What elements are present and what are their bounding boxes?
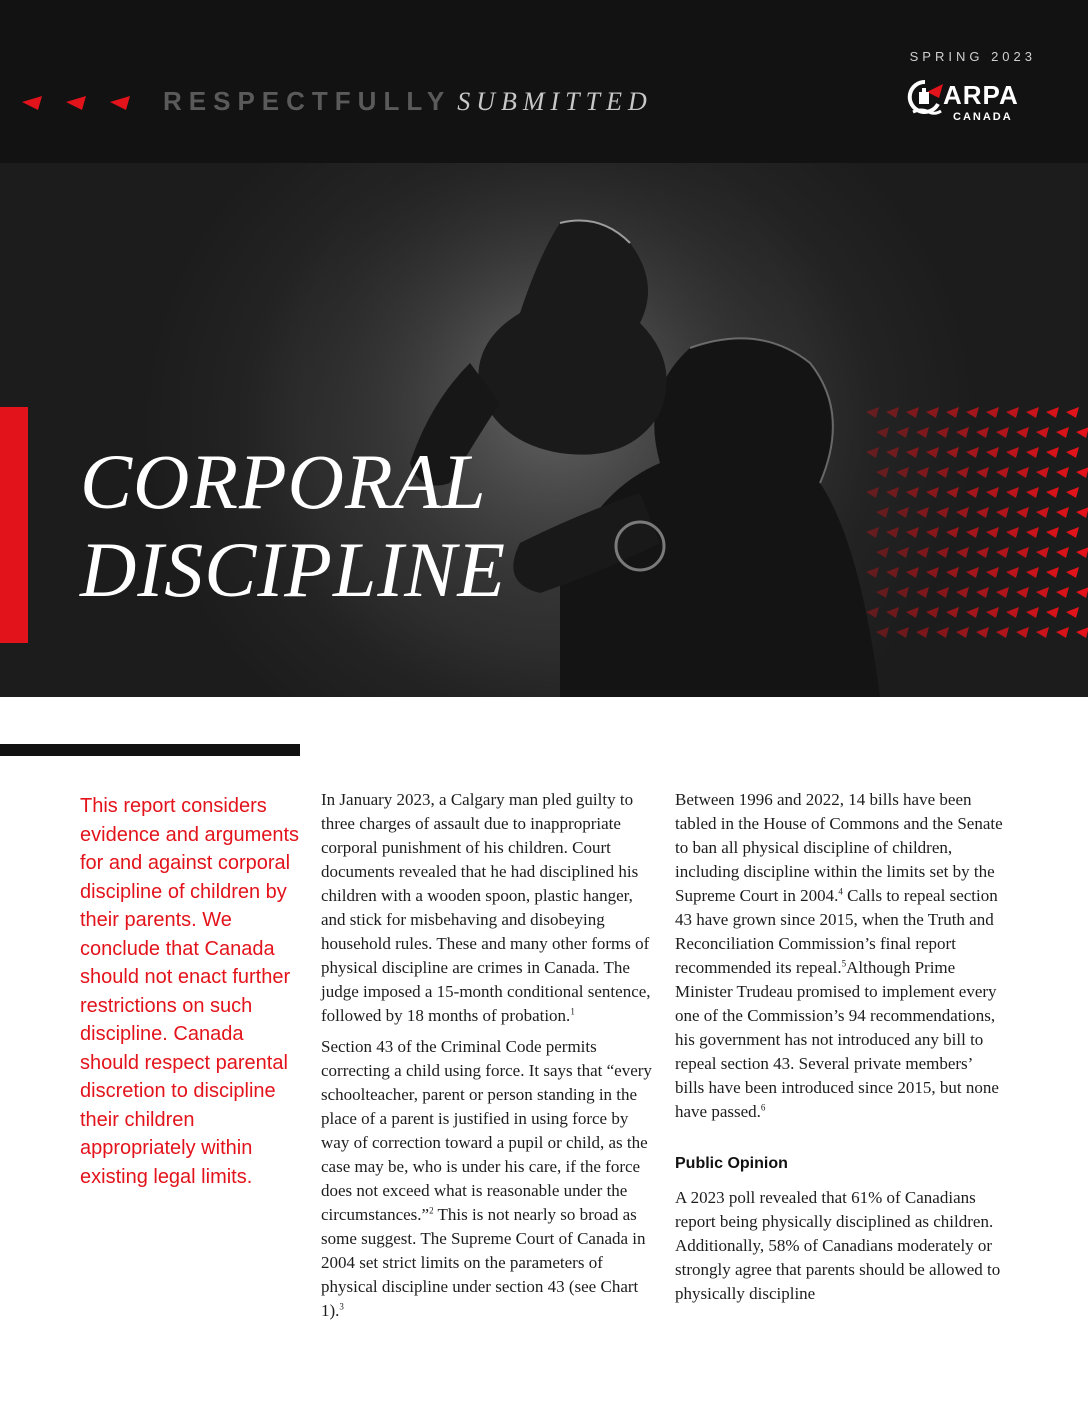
pattern-triangle bbox=[1026, 607, 1039, 618]
section-heading-public-opinion: Public Opinion bbox=[675, 1155, 788, 1172]
pattern-triangle bbox=[1056, 587, 1069, 598]
edition-label: SPRING 2023 bbox=[909, 49, 1036, 64]
pattern-triangle bbox=[986, 527, 999, 538]
pattern-triangle bbox=[986, 407, 999, 418]
pattern-triangle bbox=[1006, 447, 1019, 458]
pattern-triangle bbox=[1016, 467, 1029, 478]
pattern-triangle bbox=[1036, 467, 1049, 478]
series-title-sub: SUBMITTED bbox=[457, 87, 653, 116]
paragraph-bills: Between 1996 and 2022, 14 bills have been tabled in the House of Commons and the Senate to ban all physical discipline of children, including discipline within the limits set by the Supreme Court in 2004.$^4$ Calls to repeal section 43 have grown since 2015, when the Truth and Reconciliation Commission’s final report recommended its repeal.$^5$Although Prime Minister Trudeau promised to implement every one of the Commission’s 94 recommendations, his government has not introduced any bill to repeal section 43. Several private members’ bills have been introduced since 2015, but none have passed.$^6$ bbox=[675, 790, 1003, 1121]
pattern-triangle bbox=[1016, 507, 1029, 518]
pattern-triangle bbox=[916, 547, 929, 558]
pattern-triangle bbox=[966, 527, 979, 538]
pattern-triangle bbox=[936, 587, 949, 598]
pattern-triangle bbox=[1066, 607, 1079, 618]
pattern-triangle bbox=[946, 607, 959, 618]
pattern-triangle bbox=[996, 467, 1009, 478]
pattern-triangle bbox=[946, 527, 959, 538]
pattern-triangle bbox=[886, 567, 899, 578]
pattern-triangle bbox=[996, 507, 1009, 518]
pattern-triangle bbox=[966, 407, 979, 418]
pattern-triangle bbox=[936, 547, 949, 558]
pattern-triangle bbox=[876, 627, 889, 638]
triple-left-triangle-icon bbox=[22, 94, 132, 110]
pattern-triangle bbox=[896, 507, 909, 518]
pattern-triangle bbox=[956, 627, 969, 638]
pattern-triangle bbox=[936, 467, 949, 478]
footnote-ref: 2 bbox=[429, 1205, 434, 1216]
section-divider bbox=[0, 744, 300, 756]
series-title-main: RESPECTFULLY bbox=[163, 86, 452, 116]
pattern-triangle bbox=[1046, 607, 1059, 618]
pattern-triangle bbox=[1006, 567, 1019, 578]
pattern-triangle bbox=[1026, 407, 1039, 418]
body-column-2 bbox=[675, 788, 1005, 1313]
pattern-triangle bbox=[876, 427, 889, 438]
pattern-triangle bbox=[1006, 487, 1019, 498]
pattern-triangle bbox=[1056, 467, 1069, 478]
arpa-logo-icon bbox=[905, 78, 945, 122]
report-summary: This report considers evidence and arguments for and against corporal discipline of children by their parents. We conclude that Canada should not enact further restrictions on such discipline. Canada should respect parental discretion to discipline their children appropriately within existing legal limits. bbox=[80, 795, 300, 1188]
pattern-triangle bbox=[1006, 527, 1019, 538]
pattern-triangle bbox=[916, 627, 929, 638]
pattern-triangle bbox=[916, 587, 929, 598]
pattern-triangle bbox=[906, 447, 919, 458]
paragraph-section-43: Section 43 of the Criminal Code permits correcting a child using force. It says that “every schoolteacher, parent or person standing in the place of a parent is justified in using force by way of correction toward a pupil or child, as the case may be, who is under his care, if the force does not exceed what is reasonable under the circumstances.”$^2$ This is not nearly so broad as some suggest. The Supreme Court of Canada in 2004 set strict limits on the parameters of physical discipline under section 43 (see Chart 1).$^3$ bbox=[321, 1037, 652, 1320]
series-title bbox=[163, 86, 653, 117]
footnote-ref: 1 bbox=[570, 1006, 575, 1017]
pattern-triangle bbox=[926, 407, 939, 418]
pattern-triangle bbox=[1066, 567, 1079, 578]
pattern-triangle bbox=[996, 547, 1009, 558]
pattern-triangle bbox=[926, 487, 939, 498]
report-title-line2: DISCIPLINE bbox=[80, 526, 506, 613]
pattern-triangle bbox=[986, 607, 999, 618]
pattern-triangle bbox=[906, 607, 919, 618]
pattern-triangle bbox=[1076, 547, 1088, 558]
pattern-triangle bbox=[1056, 547, 1069, 558]
pattern-triangle bbox=[1066, 447, 1079, 458]
pattern-triangle bbox=[1056, 627, 1069, 638]
footnote-ref: 4 bbox=[838, 886, 843, 897]
pattern-triangle bbox=[896, 587, 909, 598]
pattern-triangle bbox=[1006, 607, 1019, 618]
pattern-triangle bbox=[1016, 547, 1029, 558]
logo-subtitle: CANADA bbox=[953, 111, 1013, 123]
pattern-triangle bbox=[1036, 507, 1049, 518]
pattern-triangle bbox=[1046, 527, 1059, 538]
pattern-triangle bbox=[1066, 407, 1079, 418]
pattern-triangle bbox=[1016, 627, 1029, 638]
pattern-triangle bbox=[866, 447, 879, 458]
footnote-ref: 6 bbox=[760, 1102, 766, 1113]
pattern-triangle bbox=[916, 427, 929, 438]
pattern-triangle bbox=[1036, 427, 1049, 438]
pattern-triangle bbox=[886, 407, 899, 418]
pattern-triangle bbox=[976, 627, 989, 638]
pattern-triangle bbox=[906, 487, 919, 498]
pattern-triangle bbox=[956, 427, 969, 438]
pattern-triangle bbox=[1056, 427, 1069, 438]
pattern-triangle bbox=[986, 447, 999, 458]
pattern-triangle bbox=[876, 547, 889, 558]
pattern-triangle bbox=[946, 567, 959, 578]
pattern-triangle bbox=[936, 507, 949, 518]
pattern-triangle bbox=[1026, 487, 1039, 498]
pattern-triangle bbox=[966, 487, 979, 498]
pattern-triangle bbox=[926, 607, 939, 618]
pattern-triangle bbox=[876, 467, 889, 478]
pattern-triangle bbox=[926, 527, 939, 538]
pattern-triangle bbox=[1076, 507, 1088, 518]
pattern-triangle bbox=[1066, 527, 1079, 538]
red-triangle-pattern bbox=[862, 403, 1088, 643]
pattern-triangle bbox=[896, 467, 909, 478]
footnote-ref: 5 bbox=[841, 958, 847, 969]
pattern-triangle bbox=[946, 487, 959, 498]
pattern-triangle bbox=[936, 627, 949, 638]
pattern-triangle bbox=[916, 507, 929, 518]
pattern-triangle bbox=[986, 487, 999, 498]
pattern-triangle bbox=[886, 487, 899, 498]
pattern-triangle bbox=[966, 567, 979, 578]
pattern-triangle bbox=[966, 607, 979, 618]
pattern-triangle bbox=[1006, 407, 1019, 418]
pattern-triangle bbox=[896, 547, 909, 558]
pattern-triangle bbox=[956, 547, 969, 558]
pattern-triangle bbox=[1046, 567, 1059, 578]
pattern-triangle bbox=[996, 427, 1009, 438]
pattern-triangle bbox=[946, 447, 959, 458]
paragraph-case: In January 2023, a Calgary man pled guilty to three charges of assault due to inappropriate corporal punishment of his children. Court documents revealed that he had disciplined his children with a wooden spoon, plastic hanger, and stick for misbehaving and disobeying household rules. These and many other forms of physical discipline are crimes in Canada. The judge imposed a 15-month conditional sentence, followed by 18 months of probation.$^1$ bbox=[321, 790, 651, 1025]
report-header bbox=[0, 0, 1088, 163]
pattern-triangle bbox=[976, 547, 989, 558]
report-title bbox=[80, 438, 506, 614]
arpa-logo bbox=[905, 78, 1040, 126]
pattern-triangle bbox=[956, 507, 969, 518]
pattern-triangle bbox=[906, 407, 919, 418]
pattern-triangle bbox=[1076, 587, 1088, 598]
pattern-triangle bbox=[996, 627, 1009, 638]
pattern-triangle bbox=[1026, 567, 1039, 578]
pattern-triangle bbox=[886, 447, 899, 458]
hero-accent-bar bbox=[0, 407, 28, 643]
pattern-triangle bbox=[906, 527, 919, 538]
pattern-triangle bbox=[966, 447, 979, 458]
pattern-triangle bbox=[1046, 447, 1059, 458]
pattern-triangle bbox=[1046, 407, 1059, 418]
pattern-triangle bbox=[896, 427, 909, 438]
pattern-triangle bbox=[866, 527, 879, 538]
pattern-triangle bbox=[956, 587, 969, 598]
pattern-triangle bbox=[936, 427, 949, 438]
pattern-triangle bbox=[1076, 467, 1088, 478]
pattern-triangle bbox=[866, 487, 879, 498]
pattern-triangle bbox=[946, 407, 959, 418]
pattern-triangle bbox=[886, 607, 899, 618]
pattern-triangle bbox=[1066, 487, 1079, 498]
pattern-triangle bbox=[976, 467, 989, 478]
pattern-triangle bbox=[956, 467, 969, 478]
pattern-triangle bbox=[1076, 627, 1088, 638]
pattern-triangle bbox=[1046, 487, 1059, 498]
pattern-triangle bbox=[876, 587, 889, 598]
pattern-triangle bbox=[1016, 427, 1029, 438]
pattern-triangle bbox=[976, 427, 989, 438]
pattern-triangle bbox=[886, 527, 899, 538]
pattern-triangle bbox=[1016, 587, 1029, 598]
pattern-triangle bbox=[986, 567, 999, 578]
footnote-ref: 3 bbox=[339, 1301, 344, 1312]
pattern-triangle bbox=[916, 467, 929, 478]
pattern-triangle bbox=[866, 607, 879, 618]
pattern-triangle bbox=[1076, 427, 1088, 438]
pattern-triangle bbox=[1056, 507, 1069, 518]
report-title-line1: CORPORAL bbox=[80, 438, 487, 525]
pattern-triangle bbox=[926, 567, 939, 578]
pattern-triangle bbox=[976, 587, 989, 598]
logo-wordmark: ARPA bbox=[943, 80, 1019, 110]
pattern-triangle bbox=[1026, 447, 1039, 458]
pattern-triangle bbox=[896, 627, 909, 638]
pattern-triangle bbox=[866, 407, 879, 418]
pattern-triangle bbox=[1036, 587, 1049, 598]
paragraph-poll: A 2023 poll revealed that 61% of Canadians report being physically disciplined as children. Additionally, 58% of Canadians moderately or strongly agree that parents should be allowed to physically discipline bbox=[675, 1188, 1001, 1303]
pattern-triangle bbox=[1036, 547, 1049, 558]
pattern-triangle bbox=[976, 507, 989, 518]
pattern-triangle bbox=[926, 447, 939, 458]
pattern-triangle bbox=[996, 587, 1009, 598]
pattern-triangle bbox=[906, 567, 919, 578]
hero-banner bbox=[0, 163, 1088, 697]
pattern-triangle bbox=[876, 507, 889, 518]
pattern-triangle bbox=[866, 567, 879, 578]
body-column-1 bbox=[321, 788, 656, 1330]
pattern-triangle bbox=[1026, 527, 1039, 538]
pattern-triangle bbox=[1036, 627, 1049, 638]
